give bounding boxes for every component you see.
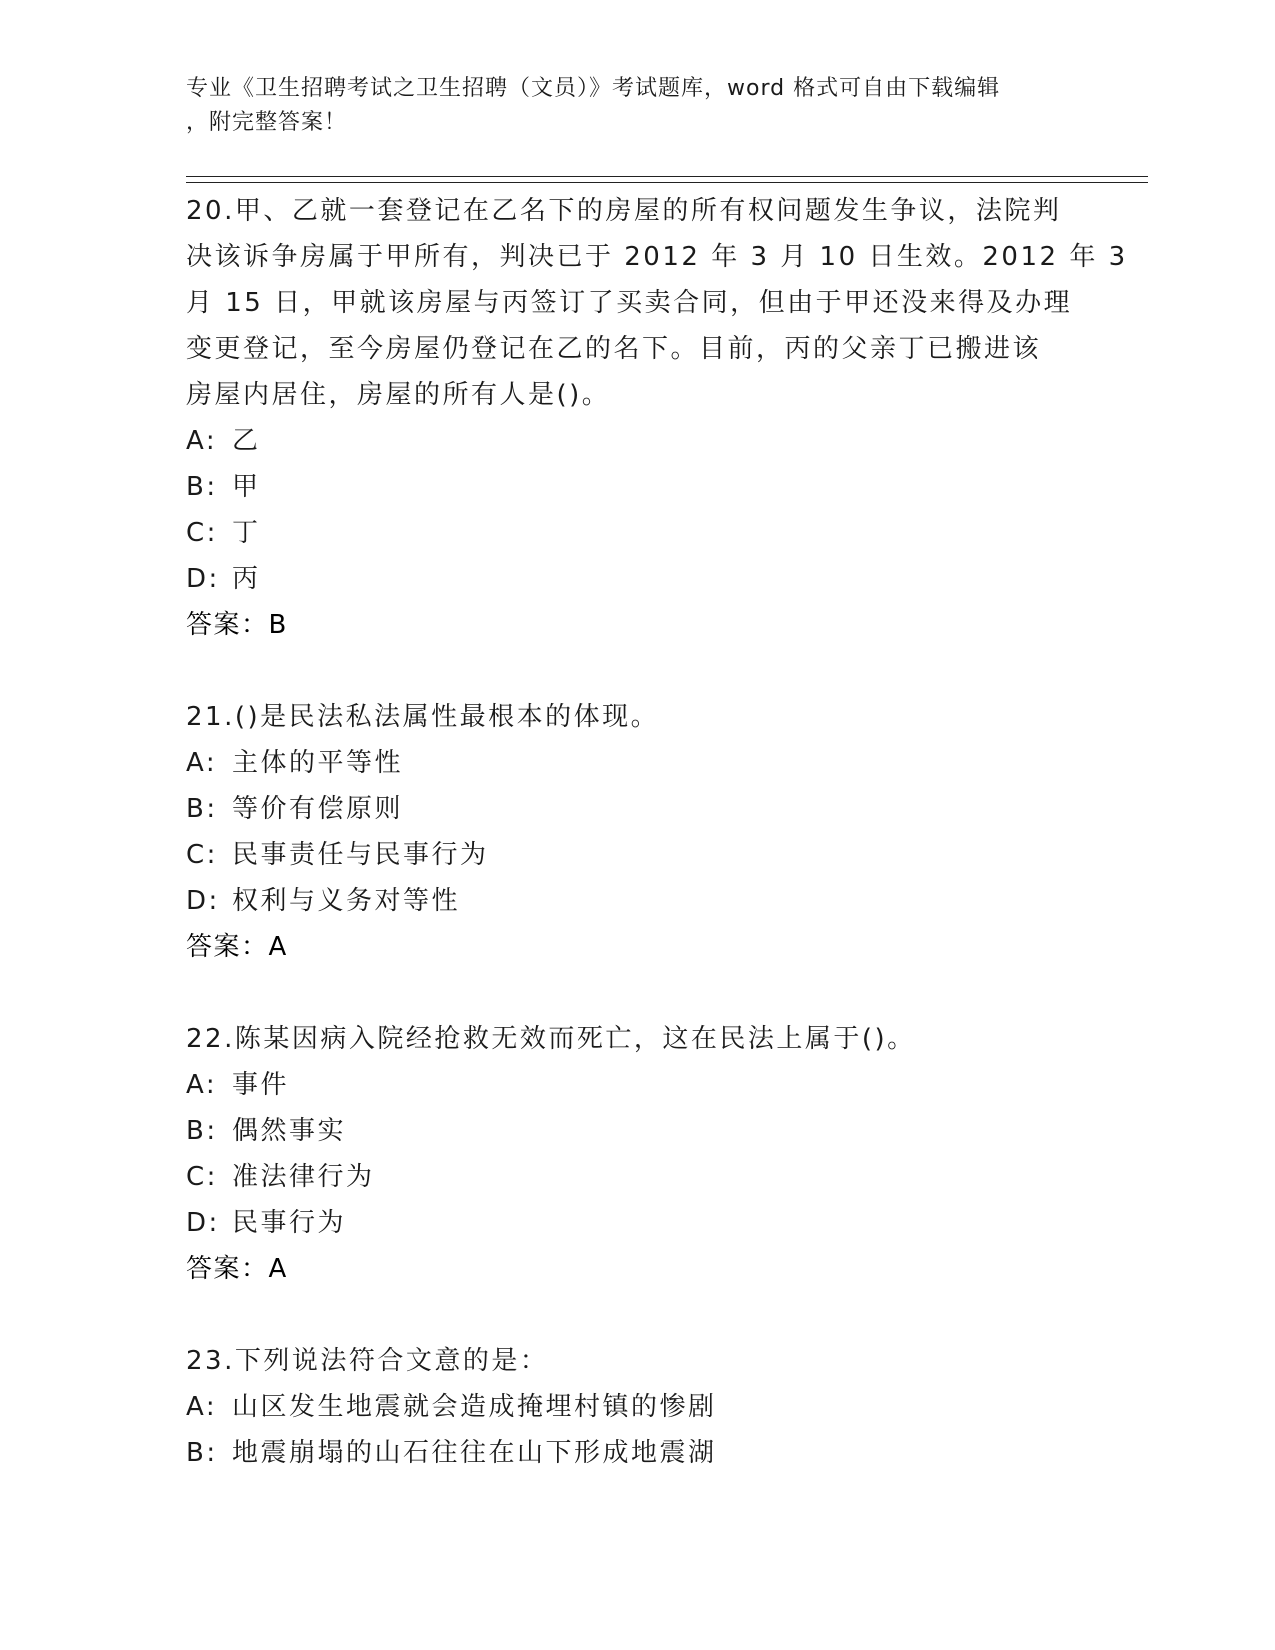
question-stem-line: 变更登记，至今房屋仍登记在乙的名下。目前，丙的父亲丁已搬进该 <box>186 334 1042 364</box>
option-text: 主体的平等性 <box>232 748 404 778</box>
header-divider-top <box>186 176 1148 177</box>
option-key: B: <box>186 1438 218 1468</box>
option-key: D: <box>186 1208 220 1238</box>
option-text: 山区发生地震就会造成掩埋村镇的惨剧 <box>232 1392 717 1422</box>
option-text: 丁 <box>232 518 261 548</box>
option-key: B: <box>186 794 218 824</box>
header-divider-bottom <box>186 182 1148 183</box>
option-key: A: <box>186 1392 218 1422</box>
question-21 <box>186 694 1086 970</box>
option-text: 丙 <box>232 564 261 594</box>
document-header <box>186 72 1066 140</box>
option-key: C: <box>186 518 218 548</box>
question-stem-line: 房屋内居住，房屋的所有人是()。 <box>186 380 611 410</box>
option-b <box>186 786 1086 832</box>
question-stem-line: 月 15 日，甲就该房屋与丙签订了买卖合同，但由于甲还没来得及办理 <box>186 288 1073 318</box>
option-text: 民事行为 <box>232 1208 347 1238</box>
header-line-2: ，附完整答案！ <box>186 110 348 135</box>
option-d <box>186 556 1086 602</box>
question-22 <box>186 1016 1086 1292</box>
option-key: C: <box>186 840 218 870</box>
question-list <box>186 188 1128 1476</box>
option-key: A: <box>186 748 218 778</box>
option-d <box>186 1200 1086 1246</box>
option-a <box>186 1062 1086 1108</box>
option-text: 准法律行为 <box>232 1162 375 1192</box>
option-text: 甲 <box>232 472 261 502</box>
question-spacer <box>186 1292 1086 1338</box>
option-text: 事件 <box>232 1070 290 1100</box>
option-key: B: <box>186 1116 218 1146</box>
question-stem-line: 22.陈某因病入院经抢救无效而死亡，这在民法上属于()。 <box>186 1024 916 1054</box>
question-stem-line: 21.()是民法私法属性最根本的体现。 <box>186 702 660 732</box>
question-stem <box>186 1016 1086 1062</box>
option-a <box>186 418 1086 464</box>
option-key: B: <box>186 472 218 502</box>
option-b <box>186 1430 1086 1476</box>
option-c <box>186 832 1086 878</box>
option-key: C: <box>186 1162 218 1192</box>
question-stem-line: 23.下列说法符合文意的是： <box>186 1346 549 1376</box>
option-a <box>186 740 1086 786</box>
question-23 <box>186 1338 1086 1476</box>
option-text: 等价有偿原则 <box>232 794 404 824</box>
question-spacer <box>186 970 1086 1016</box>
question-spacer <box>186 648 1086 694</box>
option-b <box>186 464 1086 510</box>
question-stem-line: 决该诉争房属于甲所有，判决已于 2012 年 3 月 10 日生效。2012 年 3 <box>186 242 1128 272</box>
option-text: 民事责任与民事行为 <box>232 840 489 870</box>
header-line-1: 专业《卫生招聘考试之卫生招聘（文员）》考试题库，word 格式可自由下载编辑 <box>186 76 1001 101</box>
option-key: D: <box>186 564 220 594</box>
option-c <box>186 510 1086 556</box>
question-stem <box>186 188 1128 418</box>
option-a <box>186 1384 1086 1430</box>
answer-line: 答案：A <box>186 1254 288 1284</box>
option-d <box>186 878 1086 924</box>
option-key: A: <box>186 1070 218 1100</box>
option-text: 地震崩塌的山石往往在山下形成地震湖 <box>232 1438 717 1468</box>
option-b <box>186 1108 1086 1154</box>
question-stem <box>186 1338 1086 1384</box>
option-c <box>186 1154 1086 1200</box>
question-20 <box>186 188 1128 648</box>
option-text: 偶然事实 <box>232 1116 347 1146</box>
option-key: D: <box>186 886 220 916</box>
answer-line: 答案：A <box>186 932 288 962</box>
option-text: 权利与义务对等性 <box>232 886 461 916</box>
option-key: A: <box>186 426 218 456</box>
answer-line: 答案：B <box>186 610 288 640</box>
option-text: 乙 <box>232 426 261 456</box>
question-stem-line: 20.甲、乙就一套登记在乙名下的房屋的所有权问题发生争议，法院判 <box>186 196 1062 226</box>
question-stem <box>186 694 1086 740</box>
